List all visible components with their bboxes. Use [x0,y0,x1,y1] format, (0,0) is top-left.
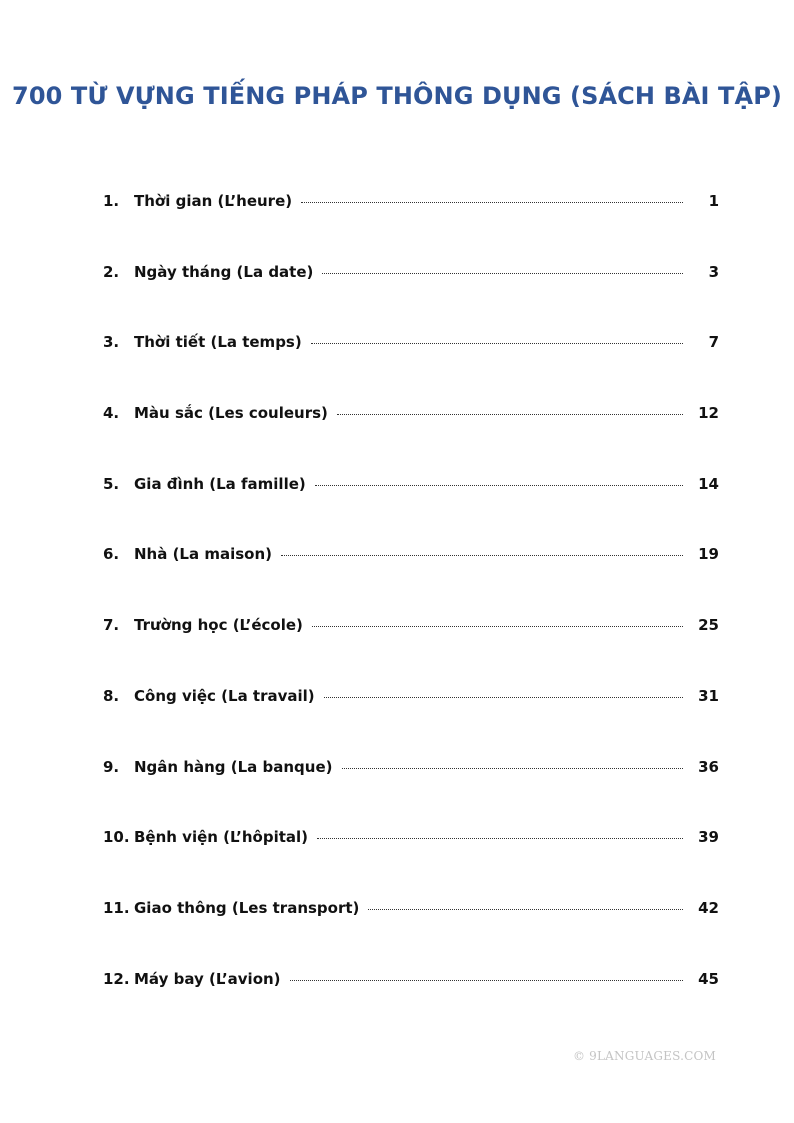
toc-page-number[interactable]: 12 [698,404,719,423]
dot-leader [342,768,684,769]
toc-page-number[interactable]: 7 [708,333,719,352]
toc-row[interactable] [103,758,719,829]
toc-page-number[interactable]: 42 [698,898,719,917]
dot-leader [324,697,683,698]
toc-label[interactable]: Màu sắc (Les couleurs) [134,404,328,423]
dot-leader [312,626,683,627]
toc-number: 4. [103,404,120,423]
toc-row[interactable] [103,687,719,758]
document-title: 700 TỪ VỰNG TIẾNG PHÁP THÔNG DỤNG (SÁCH BÀI TẬP) [12,82,782,110]
dot-leader [337,414,683,415]
toc-row[interactable] [103,828,719,899]
table-of-contents [103,192,719,1040]
toc-number: 3. [103,333,120,352]
dot-leader [290,980,683,981]
toc-page-number[interactable]: 14 [698,474,719,493]
toc-label[interactable]: Ngày tháng (La date) [134,262,314,281]
toc-page-number[interactable]: 19 [698,545,719,564]
dot-leader [315,485,683,486]
toc-page-number[interactable]: 31 [698,686,719,705]
toc-number: 6. [103,545,120,564]
toc-number: 12. [103,969,130,988]
toc-number: 7. [103,616,120,635]
toc-label[interactable]: Nhà (La maison) [134,545,272,564]
copyright-watermark: © 9LANGUAGES.COM [572,1049,716,1063]
toc-label[interactable]: Giao thông (Les transport) [134,898,360,917]
toc-row[interactable] [103,263,719,334]
dot-leader [311,343,683,344]
toc-page-number[interactable]: 45 [698,969,719,988]
toc-page-number[interactable]: 3 [708,262,719,281]
toc-row[interactable] [103,970,719,1041]
toc-page-number[interactable]: 25 [698,616,719,635]
dot-leader [301,202,683,203]
toc-label[interactable]: Trường học (L’école) [134,616,303,635]
toc-number: 8. [103,686,120,705]
toc-label[interactable]: Máy bay (L’avion) [134,969,281,988]
toc-label[interactable]: Gia đình (La famille) [134,474,306,493]
toc-label[interactable]: Công việc (La travail) [134,686,315,705]
toc-number: 1. [103,192,120,210]
toc-row[interactable] [103,475,719,546]
toc-row[interactable] [103,545,719,616]
toc-row[interactable] [103,333,719,404]
toc-label[interactable]: Thời gian (L’heure) [134,192,293,210]
toc-label[interactable]: Thời tiết (La temps) [134,333,302,352]
dot-leader [322,273,683,274]
toc-page-number[interactable]: 1 [708,192,719,210]
dot-leader [317,838,683,839]
toc-label[interactable]: Ngân hàng (La banque) [134,757,333,776]
dot-leader [368,909,683,910]
toc-row[interactable] [103,192,719,263]
dot-leader [281,555,683,556]
toc-number: 9. [103,757,120,776]
toc-row[interactable] [103,899,719,970]
toc-number: 11. [103,898,130,917]
toc-page-number[interactable]: 36 [698,757,719,776]
toc-number: 10. [103,828,130,847]
toc-number: 2. [103,262,120,281]
toc-number: 5. [103,474,120,493]
toc-row[interactable] [103,404,719,475]
toc-page-number[interactable]: 39 [698,828,719,847]
toc-row[interactable] [103,616,719,687]
toc-label[interactable]: Bệnh viện (L’hôpital) [134,828,308,847]
